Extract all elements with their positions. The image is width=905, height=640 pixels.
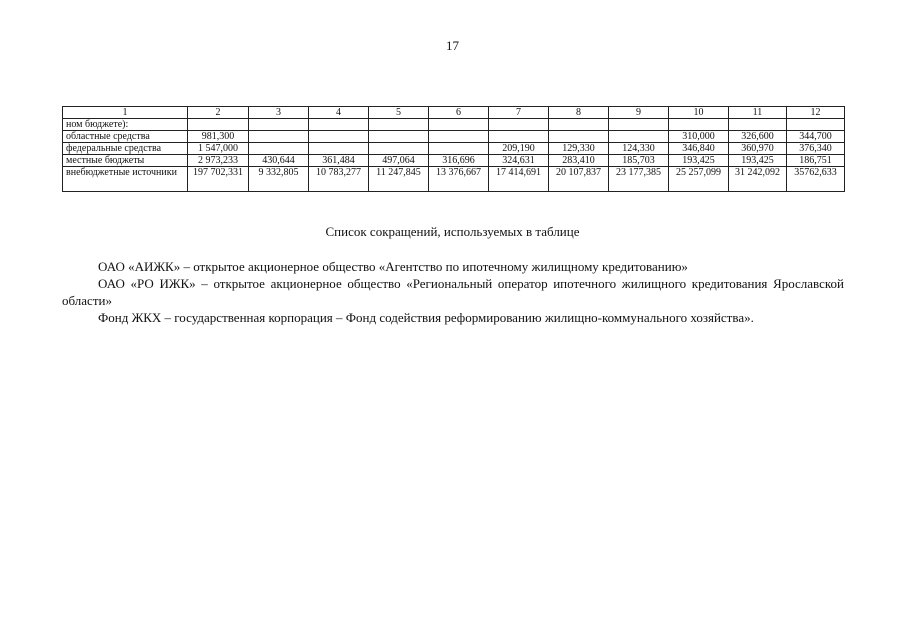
- table-cell: [369, 143, 429, 155]
- table-cell: 361,484: [309, 155, 369, 167]
- table-cell: 185,703: [609, 155, 669, 167]
- column-header: 12: [787, 107, 845, 119]
- table-row: [63, 167, 845, 192]
- table-cell: [429, 143, 489, 155]
- table-cell: 186,751: [787, 155, 845, 167]
- abbreviation-item: ОАО «РО ИЖК» – открытое акционерное общество «Региональный оператор ипотечного жилищного кредитования Ярославской области»: [62, 276, 844, 308]
- table-cell: [249, 131, 309, 143]
- table-cell: 430,644: [249, 155, 309, 167]
- table-cell: [309, 119, 369, 131]
- table-cell: 25 257,099: [669, 167, 729, 192]
- table-cell: [609, 131, 669, 143]
- table-cell: [787, 119, 845, 131]
- abbreviations-title: Список сокращений, используемых в таблице: [325, 224, 580, 239]
- table-cell: 13 376,667: [429, 167, 489, 192]
- column-header: 11: [729, 107, 787, 119]
- table-cell: [369, 119, 429, 131]
- column-header: 5: [369, 107, 429, 119]
- page-number: 17: [446, 38, 459, 53]
- table-cell: [489, 119, 549, 131]
- table-cell: 1 547,000: [188, 143, 249, 155]
- table-cell: 197 702,331: [188, 167, 249, 192]
- table-header-row: [63, 107, 845, 119]
- table-cell: [249, 119, 309, 131]
- table-cell: 17 414,691: [489, 167, 549, 192]
- table-cell: 193,425: [729, 155, 787, 167]
- table-cell: [549, 131, 609, 143]
- table-row: [63, 155, 845, 167]
- table-cell: 31 242,092: [729, 167, 787, 192]
- table-cell: 193,425: [669, 155, 729, 167]
- table-cell: [188, 119, 249, 131]
- table-cell: 10 783,277: [309, 167, 369, 192]
- table-cell: 35762,633: [787, 167, 845, 192]
- table-cell: [729, 119, 787, 131]
- table-cell: 326,600: [729, 131, 787, 143]
- table-cell: 316,696: [429, 155, 489, 167]
- column-header: 10: [669, 107, 729, 119]
- table-cell: [309, 131, 369, 143]
- table-cell: 344,700: [787, 131, 845, 143]
- row-label: внебюджетные источники: [63, 167, 188, 192]
- row-label: федеральные средства: [63, 143, 188, 155]
- column-header: 6: [429, 107, 489, 119]
- table-cell: 124,330: [609, 143, 669, 155]
- row-label: местные бюджеты: [63, 155, 188, 167]
- table-row: [63, 119, 845, 131]
- table-cell: [429, 119, 489, 131]
- table-cell: [429, 131, 489, 143]
- table-cell: 283,410: [549, 155, 609, 167]
- column-header: 3: [249, 107, 309, 119]
- table-row: [63, 143, 845, 155]
- table-cell: 376,340: [787, 143, 845, 155]
- table-cell: 11 247,845: [369, 167, 429, 192]
- table-cell: 129,330: [549, 143, 609, 155]
- table-cell: 20 107,837: [549, 167, 609, 192]
- table-cell: 209,190: [489, 143, 549, 155]
- table-cell: 497,064: [369, 155, 429, 167]
- table-cell: 346,840: [669, 143, 729, 155]
- table-cell: [249, 143, 309, 155]
- column-header: 4: [309, 107, 369, 119]
- table-cell: [549, 119, 609, 131]
- column-header: 2: [188, 107, 249, 119]
- table-cell: [309, 143, 369, 155]
- table-cell: 23 177,385: [609, 167, 669, 192]
- budget-table: [62, 106, 845, 192]
- row-label: областные средства: [63, 131, 188, 143]
- table-cell: 981,300: [188, 131, 249, 143]
- abbreviation-item: ОАО «АИЖК» – открытое акционерное общество «Агентство по ипотечному жилищному кредитованию»: [98, 259, 688, 274]
- column-header: 8: [549, 107, 609, 119]
- column-header: 7: [489, 107, 549, 119]
- column-header: 9: [609, 107, 669, 119]
- table-cell: 310,000: [669, 131, 729, 143]
- table-cell: [369, 131, 429, 143]
- abbreviation-item: Фонд ЖКХ – государственная корпорация – Фонд содействия реформированию жилищно-коммунального хозяйства».: [98, 310, 754, 325]
- column-header: 1: [63, 107, 188, 119]
- table-cell: 360,970: [729, 143, 787, 155]
- table-cell: [489, 131, 549, 143]
- row-label: ном бюджете):: [63, 119, 188, 131]
- table-cell: [669, 119, 729, 131]
- table-cell: 9 332,805: [249, 167, 309, 192]
- table-cell: 2 973,233: [188, 155, 249, 167]
- table-cell: 324,631: [489, 155, 549, 167]
- table-cell: [609, 119, 669, 131]
- table-row: [63, 131, 845, 143]
